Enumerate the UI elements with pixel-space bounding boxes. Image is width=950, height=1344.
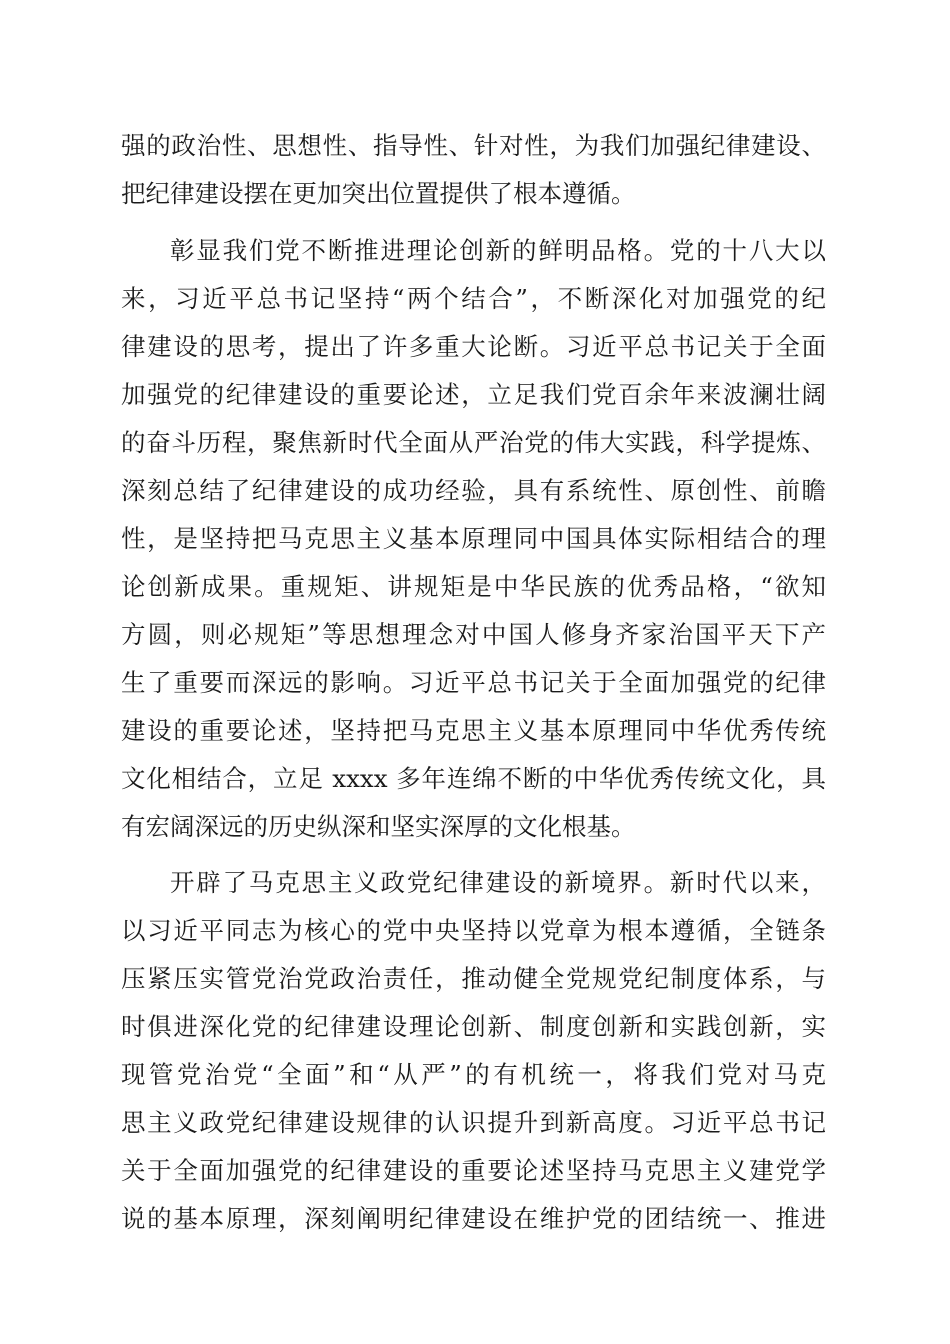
text-line: 性，是坚持把马克思主义基本原理同中国具体实际相结合的理 — [121, 524, 826, 553]
text-line: 强的政治性、思想性、指导性、针对性，为我们加强纪律建设、 — [121, 131, 826, 160]
text-line: 来，习近平总书记坚持“两个结合”，不断深化对加强党的纪 — [121, 284, 826, 313]
text-line: 把纪律建设摆在更加突出位置提供了根本遵循。 — [121, 179, 636, 208]
text-line: 有宏阔深远的历史纵深和坚实深厚的文化根基。 — [121, 812, 636, 841]
text-line: 说的基本原理，深刻阐明纪律建设在维护党的团结统一、推进 — [121, 1204, 826, 1233]
text-line: 方圆，则必规矩”等思想理念对中国人修身齐家治国平天下产 — [121, 620, 826, 649]
text-line: 的奋斗历程，聚焦新时代全面从严治党的伟大实践，科学提炼、 — [121, 428, 826, 457]
text-line: 以习近平同志为核心的党中央坚持以党章为根本遵循，全链条 — [121, 916, 826, 945]
text-line: 思主义政党纪律建设规律的认识提升到新高度。习近平总书记 — [121, 1108, 826, 1137]
text-line: 关于全面加强党的纪律建设的重要论述坚持马克思主义建党学 — [121, 1156, 826, 1185]
text-line: 律建设的思考，提出了许多重大论断。习近平总书记关于全面 — [121, 332, 826, 361]
text-line: 现管党治党“全面”和“从严”的有机统一，将我们党对马克 — [121, 1060, 826, 1089]
text-line: 时俱进深化党的纪律建设理论创新、制度创新和实践创新，实 — [121, 1012, 826, 1041]
text-line: 生了重要而深远的影响。习近平总书记关于全面加强党的纪律 — [121, 668, 826, 697]
text-line: 加强党的纪律建设的重要论述，立足我们党百余年来波澜壮阔 — [121, 380, 826, 409]
paragraph-first-line: 开辟了马克思主义政党纪律建设的新境界。新时代以来， — [170, 868, 826, 897]
text-line: 深刻总结了纪律建设的成功经验，具有系统性、原创性、前瞻 — [121, 476, 826, 505]
paragraph-first-line: 彰显我们党不断推进理论创新的鲜明品格。党的十八大以 — [170, 236, 826, 265]
text-line: 文化相结合，立足 xxxx 多年连绵不断的中华优秀传统文化，具 — [121, 764, 826, 793]
text-line: 建设的重要论述，坚持把马克思主义基本原理同中华优秀传统 — [121, 716, 826, 745]
text-line: 压紧压实管党治党政治责任，推动健全党规党纪制度体系，与 — [121, 964, 826, 993]
text-line: 论创新成果。重规矩、讲规矩是中华民族的优秀品格，“欲知 — [121, 572, 826, 601]
